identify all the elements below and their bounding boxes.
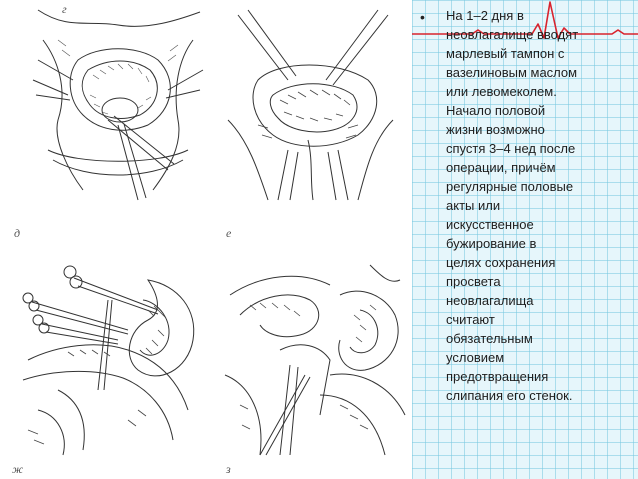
panel-letter-zh: ж (12, 462, 24, 476)
panel-letter-g: г (62, 2, 67, 16)
illustration-top-left (28, 0, 208, 205)
illustration-bottom-right (220, 255, 410, 465)
illustration-top-right (218, 0, 403, 205)
text-panel (412, 0, 638, 479)
panel-letter-z: з (226, 462, 231, 476)
panel-letter-e: е (226, 226, 232, 240)
body-paragraph: На 1–2 дня в неовлагалище вводят марлевый тампон с вазелиновым маслом или левомеколем. Начало половой жизни возможно спустя 3–4 нед после операции, причём регулярные половые акты или искусственное бужирование в целях сохранения просвета неовлагалища считают обязательным условием предотвращения слипания его стенок. (446, 8, 579, 403)
bullet-marker: • (420, 9, 425, 25)
illustration-bottom-left (8, 240, 208, 460)
panel-letter-d: д (14, 226, 21, 240)
